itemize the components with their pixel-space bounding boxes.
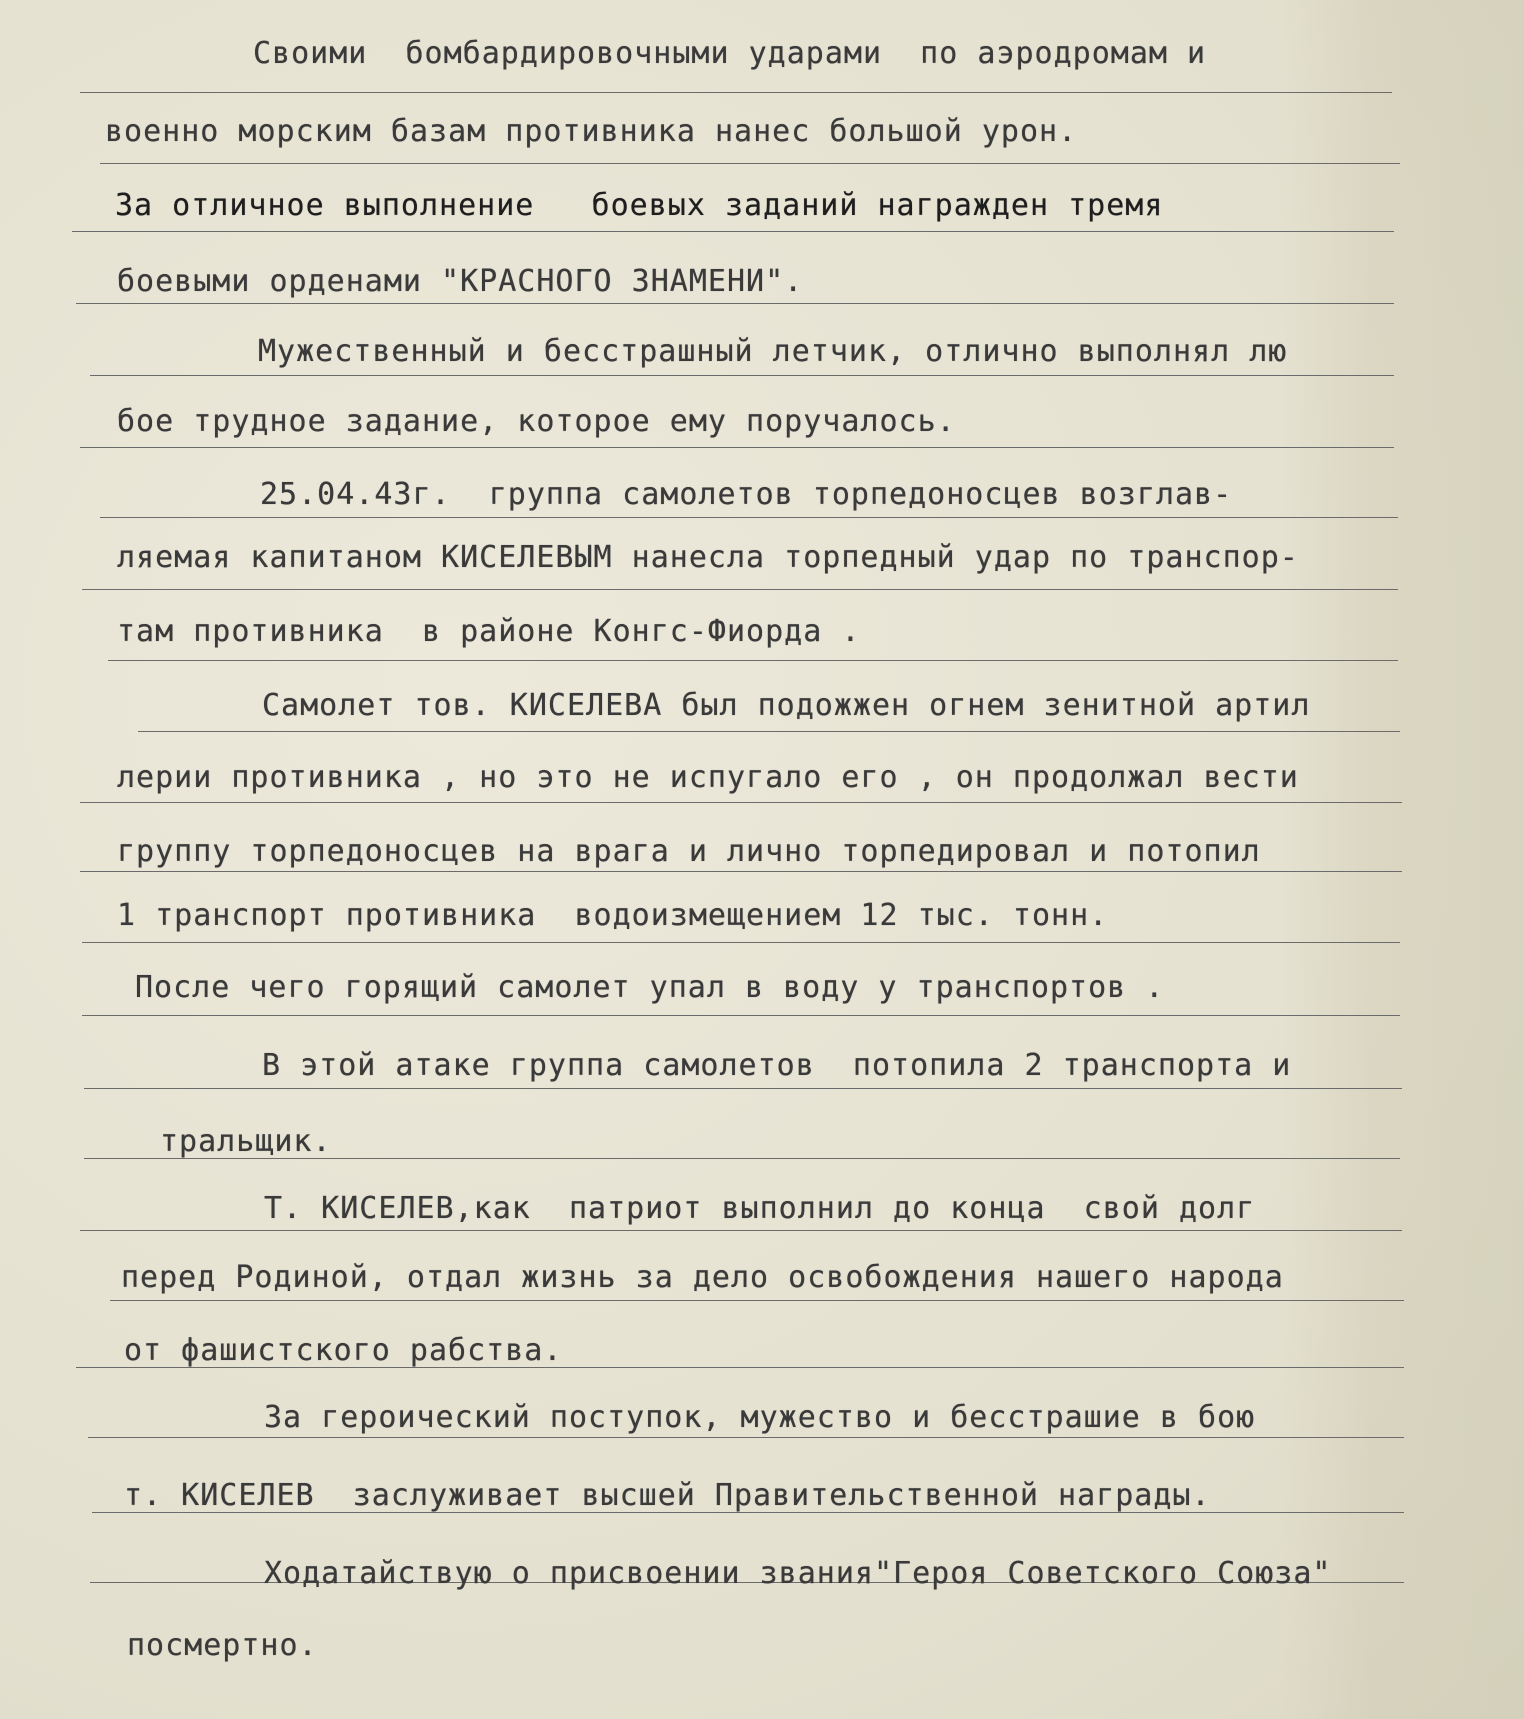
rule-line: [82, 1015, 1400, 1016]
text-line: от фашистского рабства.: [124, 1333, 563, 1368]
rule-line: [82, 589, 1398, 590]
text-line: Своими бомбардировочными ударами по аэродромам и: [253, 36, 1207, 71]
text-line: Мужественный и бесстрашный летчик, отлично выполнял лю: [258, 334, 1288, 369]
rule-line: [72, 231, 1394, 232]
rule-line: [80, 871, 1402, 872]
rule-line: [80, 1230, 1402, 1231]
rule-line: [100, 163, 1400, 164]
rule-line: [84, 1088, 1402, 1089]
text-line: За отличное выполнение боевых заданий награжден тремя: [115, 188, 1164, 223]
text-line: боевыми орденами "КРАСНОГО ЗНАМЕНИ".: [117, 264, 804, 299]
rule-line: [76, 303, 1394, 304]
text-line: т. КИСЕЛЕВ заслуживает высшей Правительственной награды.: [124, 1478, 1211, 1513]
text-line: военно морским базам противника нанес большой урон.: [105, 114, 1078, 149]
text-line: В этой атаке группа самолетов потопила 2 транспорта и: [262, 1048, 1292, 1083]
text-line: там противника в районе Конгс-Фиорда .: [117, 614, 861, 649]
text-line: перед Родиной, отдал жизнь за дело освобождения нашего народа: [121, 1260, 1284, 1295]
text-line: бое трудное задание, которое ему поручалось.: [117, 404, 956, 439]
rule-line: [100, 517, 1398, 518]
rule-line: [82, 942, 1400, 943]
text-line: лерии противника , но это не испугало его , он продолжал вести: [117, 760, 1299, 795]
text-line: После чего горящий самолет упал в воду у транспортов .: [135, 970, 1165, 1005]
rule-line: [90, 375, 1394, 376]
rule-line: [138, 731, 1400, 732]
rule-line: [110, 1300, 1404, 1301]
rule-line: [80, 802, 1402, 803]
text-line: 25.04.43г. группа самолетов торпедоносцев возглав-: [260, 477, 1233, 512]
text-line: Т. КИСЕЛЕВ,как патриот выполнил до конца свой долг: [264, 1191, 1256, 1226]
rule-line: [108, 660, 1398, 661]
text-line: Самолет тов. КИСЕЛЕВА был подожжен огнем зенитной артил: [262, 688, 1311, 723]
rule-line: [88, 1437, 1404, 1438]
text-line: За героический поступок, мужество и бесстрашие в бою: [264, 1400, 1256, 1435]
text-line: группу торпедоносцев на врага и лично торпедировал и потопил: [117, 834, 1261, 869]
rule-line: [80, 447, 1394, 448]
text-line: ляемая капитаном КИСЕЛЕВЫМ нанесла торпедный удар по транспор-: [117, 540, 1299, 575]
text-line: Ходатайствую о присвоении звания"Героя Советского Союза": [264, 1556, 1332, 1591]
text-line: посмертно.: [127, 1628, 318, 1663]
text-line: тральщик.: [160, 1124, 332, 1159]
text-line: 1 транспорт противника водоизмещением 12 тыс. тонн.: [117, 898, 1109, 933]
rule-line: [80, 92, 1392, 93]
